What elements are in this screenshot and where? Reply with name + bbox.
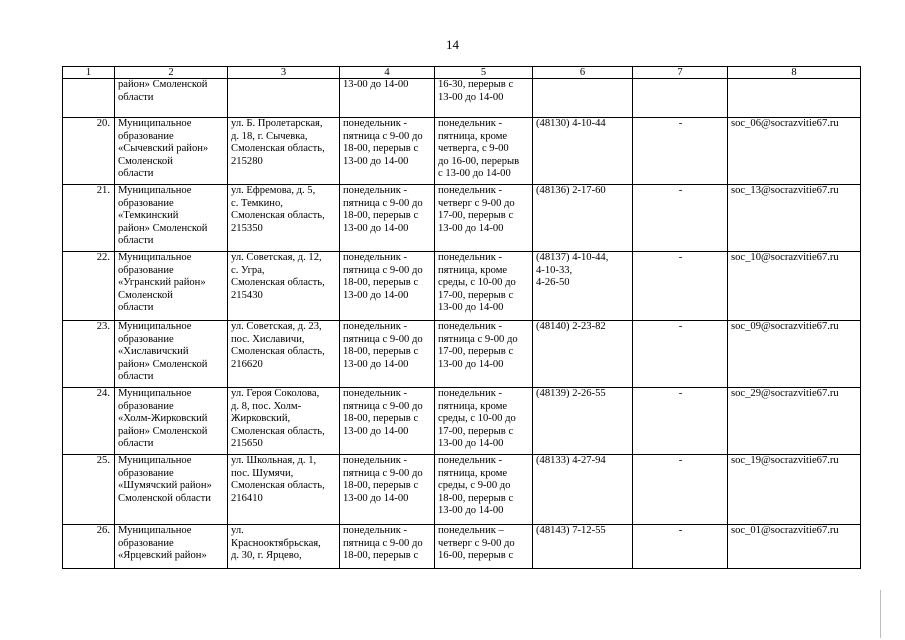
email: soc_29@socrazvitie67.ru [728, 388, 861, 455]
column-number: 1 [63, 67, 115, 79]
table-row [63, 118, 861, 185]
hours-reception: понедельник - четверг с 9-00 до 17-00, перерыв с 13-00 до 14-00 [435, 185, 533, 252]
hours-weekday: понедельник - пятница с 9-00 до 18-00, перерыв с 13-00 до 14-00 [340, 455, 435, 525]
phone: (48130) 4-10-44 [533, 118, 633, 185]
hours-reception: понедельник - пятница с 9-00 до 17-00, перерыв с 13-00 до 14-00 [435, 321, 533, 388]
phone: (48137) 4-10-44, 4-10-33, 4-26-50 [533, 252, 633, 321]
address: ул. Героя Соколова, д. 8, пос. Холм- Жирковский, Смоленская область, 215650 [228, 388, 340, 455]
municipality-name: Муниципальное образование «Холм-Жирковский район» Смоленской области [115, 388, 228, 455]
email [728, 79, 861, 118]
column-number: 5 [435, 67, 533, 79]
hours-reception: 16-30, перерыв с 13-00 до 14-00 [435, 79, 533, 118]
row-number: 21. [63, 185, 115, 252]
phone: (48133) 4-27-94 [533, 455, 633, 525]
contacts-table [62, 66, 861, 569]
row-number [63, 79, 115, 118]
hours-reception: понедельник – четверг с 9-00 до 16-00, перерыв с [435, 525, 533, 569]
hours-weekday: понедельник - пятница с 9-00 до 18-00, перерыв с 13-00 до 14-00 [340, 321, 435, 388]
page-number: 14 [446, 37, 459, 52]
row-number: 22. [63, 252, 115, 321]
municipality-name: Муниципальное образование «Сычевский район» Смоленской области [115, 118, 228, 185]
address [228, 79, 340, 118]
address: ул. Школьная, д. 1, пос. Шумячи, Смоленская область, 216410 [228, 455, 340, 525]
row-number: 26. [63, 525, 115, 569]
hours-reception: понедельник - пятница, кроме четверга, с 9-00 до 16-00, перерыв с 13-00 до 14-00 [435, 118, 533, 185]
row-number: 20. [63, 118, 115, 185]
fax: - [633, 455, 728, 525]
column-number: 7 [633, 67, 728, 79]
phone: (48139) 2-26-55 [533, 388, 633, 455]
column-number: 6 [533, 67, 633, 79]
hours-weekday: 13-00 до 14-00 [340, 79, 435, 118]
hours-reception: понедельник - пятница, кроме среды, с 10-00 до 17-00, перерыв с 13-00 до 14-00 [435, 252, 533, 321]
column-number: 4 [340, 67, 435, 79]
table-row [63, 79, 861, 118]
hours-reception: понедельник - пятница, кроме среды, с 10-00 до 17-00, перерыв с 13-00 до 14-00 [435, 388, 533, 455]
column-number: 3 [228, 67, 340, 79]
municipality-name: Муниципальное образование «Ярцевский район» [115, 525, 228, 569]
municipality-name: Муниципальное образование «Хиславичский район» Смоленской области [115, 321, 228, 388]
email: soc_01@socrazvitie67.ru [728, 525, 861, 569]
table-row [63, 455, 861, 525]
email: soc_13@socrazvitie67.ru [728, 185, 861, 252]
column-number-row [63, 67, 861, 79]
table-row [63, 321, 861, 388]
table-row [63, 185, 861, 252]
fax: - [633, 118, 728, 185]
hours-weekday: понедельник - пятница с 9-00 до 18-00, перерыв с 13-00 до 14-00 [340, 185, 435, 252]
municipality-name: Муниципальное образование «Шумячский район» Смоленской области [115, 455, 228, 525]
phone: (48143) 7-12-55 [533, 525, 633, 569]
hours-weekday: понедельник - пятница с 9-00 до 18-00, перерыв с 13-00 до 14-00 [340, 388, 435, 455]
column-number: 8 [728, 67, 861, 79]
table-row [63, 388, 861, 455]
fax [633, 79, 728, 118]
fax: - [633, 525, 728, 569]
municipality-name: Муниципальное образование «Угранский район» Смоленской области [115, 252, 228, 321]
row-number: 24. [63, 388, 115, 455]
municipality-name: Муниципальное образование «Темкинский район» Смоленской области [115, 185, 228, 252]
column-number: 2 [115, 67, 228, 79]
address: ул. Ефремова, д. 5, с. Темкино, Смоленская область, 215350 [228, 185, 340, 252]
scan-edge-line [880, 590, 881, 638]
email: soc_06@socrazvitie67.ru [728, 118, 861, 185]
fax: - [633, 321, 728, 388]
hours-reception: понедельник - пятница, кроме среды, с 9-00 до 18-00, перерыв с 13-00 до 14-00 [435, 455, 533, 525]
address: ул. Советская, д. 12, с. Угра, Смоленская область, 215430 [228, 252, 340, 321]
email: soc_19@socrazvitie67.ru [728, 455, 861, 525]
table-row [63, 252, 861, 321]
address: ул. Краснооктябрьская, д. 30, г. Ярцево, [228, 525, 340, 569]
hours-weekday: понедельник - пятница с 9-00 до 18-00, перерыв с 13-00 до 14-00 [340, 118, 435, 185]
fax: - [633, 388, 728, 455]
row-number: 23. [63, 321, 115, 388]
phone: (48140) 2-23-82 [533, 321, 633, 388]
hours-weekday: понедельник - пятница с 9-00 до 18-00, перерыв с [340, 525, 435, 569]
phone: (48136) 2-17-60 [533, 185, 633, 252]
table-row [63, 525, 861, 569]
fax: - [633, 252, 728, 321]
address: ул. Б. Пролетарская, д. 18, г. Сычевка, Смоленская область, 215280 [228, 118, 340, 185]
address: ул. Советская, д. 23, пос. Хиславичи, Смоленская область, 216620 [228, 321, 340, 388]
hours-weekday: понедельник - пятница с 9-00 до 18-00, перерыв с 13-00 до 14-00 [340, 252, 435, 321]
row-number: 25. [63, 455, 115, 525]
fax: - [633, 185, 728, 252]
phone [533, 79, 633, 118]
email: soc_09@socrazvitie67.ru [728, 321, 861, 388]
email: soc_10@socrazvitie67.ru [728, 252, 861, 321]
municipality-name: район» Смоленской области [115, 79, 228, 118]
